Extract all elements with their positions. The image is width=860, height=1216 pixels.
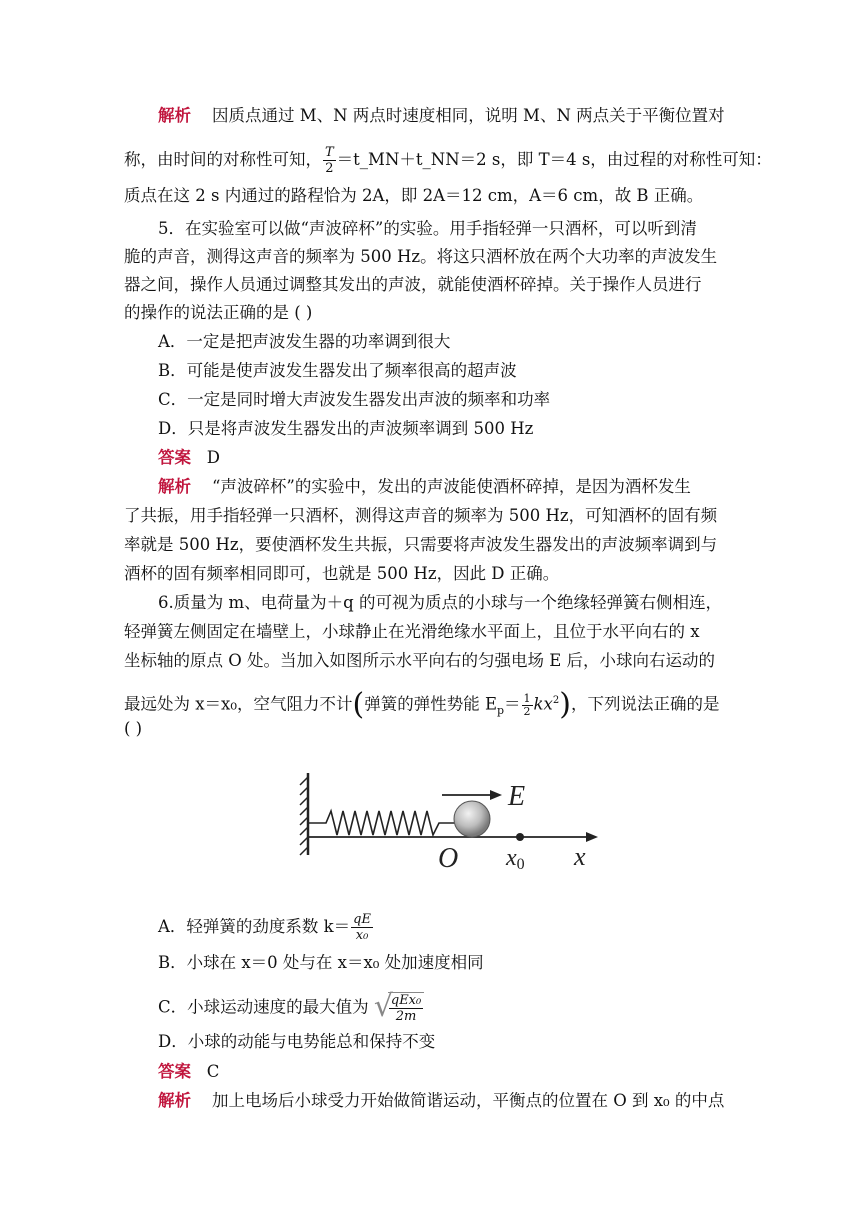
analysis-label: 解析 bbox=[158, 1091, 191, 1110]
q6-text-4a: 最远处为 x＝x₀，空气阻力不计 bbox=[124, 694, 353, 714]
q6-option-a[interactable] bbox=[158, 912, 374, 943]
analysis-label: 解析 bbox=[158, 106, 191, 125]
q6-opt-a-text: A．轻弹簧的劲度系数 k＝ bbox=[158, 917, 351, 936]
lead-line-3: 质点在这 2 s 内通过的路程恰为 2A，即 2A＝12 cm，A＝6 cm，故 B 正确。 bbox=[124, 186, 704, 205]
x-axis-arrow bbox=[586, 832, 598, 842]
answer-value: C bbox=[206, 1062, 220, 1081]
ep-sub: p bbox=[497, 703, 505, 717]
q6-line-5: ( ) bbox=[124, 719, 143, 738]
sqrt-expression bbox=[373, 989, 424, 1024]
lead-text-1: 因质点通过 M、N 两点时速度相同，说明 M、N 两点关于平衡位置对 bbox=[211, 106, 725, 125]
field-arrow-head bbox=[490, 790, 502, 800]
vmax-fraction bbox=[389, 993, 423, 1024]
frac-den: 2 bbox=[523, 704, 531, 718]
ball bbox=[454, 801, 490, 837]
kx-term: kx bbox=[533, 694, 553, 714]
q6-answer bbox=[158, 1061, 219, 1083]
q5-answer bbox=[158, 447, 220, 469]
q6-line-1: 6.质量为 m、电荷量为＋q 的可视为质点的小球与一个绝缘轻弹簧右侧相连， bbox=[158, 593, 722, 612]
eq-sign: ＝ bbox=[504, 694, 521, 714]
label-O: O bbox=[438, 843, 459, 874]
q5-analysis-4: 酒杯的固有频率相同即可，也就是 500 Hz，因此 D 正确。 bbox=[124, 564, 560, 583]
q5-line-2: 脆的声音，测得这声音的频率为 500 Hz。将这只酒杯放在两个大功率的声波发生 bbox=[124, 247, 718, 266]
radical-sign: √ bbox=[373, 989, 393, 1024]
q5-line-3: 器之间，操作人员通过调整其发出的声波，就能使酒杯碎掉。关于操作人员进行 bbox=[124, 275, 702, 294]
q5-line-1: 5．在实验室可以做“声波碎杯”的实验。用手指轻弹一只酒杯，可以听到清 bbox=[158, 219, 697, 238]
q6-line-4 bbox=[124, 687, 720, 722]
label-x: x bbox=[574, 842, 586, 871]
q6-option-c[interactable] bbox=[158, 989, 424, 1024]
spring bbox=[308, 811, 455, 835]
q6-analysis-text-1: 加上电场后小球受力开始做简谐运动，平衡点的位置在 O 到 x₀ 的中点 bbox=[211, 1091, 725, 1110]
q6-option-b[interactable]: B．小球在 x＝0 处与在 x＝x₀ 处加速度相同 bbox=[158, 953, 484, 972]
x0-point bbox=[516, 833, 524, 841]
frac-num: qE bbox=[353, 912, 371, 927]
answer-value: D bbox=[206, 448, 220, 467]
q5-option-a[interactable]: A．一定是把声波发生器的功率调到很大 bbox=[158, 332, 451, 351]
q5-option-c[interactable]: C．一定是同时增大声波发生器发出声波的频率和功率 bbox=[158, 390, 551, 409]
q5-analysis-2: 了共振，用手指轻弹一只酒杯，测得这声音的频率为 500 Hz，可知酒杯的固有频 bbox=[124, 506, 718, 525]
lead-line-1 bbox=[158, 105, 725, 127]
frac-num: 1 bbox=[523, 691, 531, 705]
q6-opt-c-text: C．小球运动速度的最大值为 bbox=[158, 997, 369, 1017]
x0-sub: 0 bbox=[516, 856, 525, 873]
q5-analysis-3: 率就是 500 Hz，要使酒杯发生共振，只需要将声波发生器发出的声波频率调到与 bbox=[124, 535, 718, 554]
wall bbox=[300, 773, 308, 855]
q5-analysis-text-1: “声波碎杯”的实验中，发出的声波能使酒杯碎掉，是因为酒杯发生 bbox=[211, 477, 691, 496]
q5-option-d[interactable]: D．只是将声波发生器发出的声波频率调到 500 Hz bbox=[158, 419, 534, 438]
label-x0 bbox=[505, 845, 525, 873]
spring-ball-figure bbox=[280, 755, 616, 895]
q6-line-2: 轻弹簧左侧固定在墙壁上，小球静止在光滑绝缘水平面上，且位于水平向右的 x bbox=[124, 622, 700, 641]
frac-num: qEx₀ bbox=[390, 993, 422, 1008]
answer-label: 答案 bbox=[158, 448, 191, 467]
q6-option-d[interactable]: D．小球的动能与电势能总和保持不变 bbox=[158, 1032, 436, 1051]
label-E: E bbox=[508, 781, 526, 812]
frac-den: x₀ bbox=[355, 928, 369, 943]
right-brace: ) bbox=[559, 687, 571, 722]
t-over-2-fraction bbox=[323, 145, 336, 176]
q5-option-b[interactable]: B．可能是使声波发生器发出了频率很高的超声波 bbox=[158, 361, 517, 380]
square-sup: 2 bbox=[552, 695, 560, 706]
q6-text-4c: ，下列说法正确的是 bbox=[570, 694, 720, 714]
lead-text-2b: ＝t_MN＋t_NN＝2 s，即 T＝4 s，由过程的对称性可知： bbox=[336, 150, 772, 169]
x0-letter: x bbox=[506, 845, 517, 871]
q6-line-3: 坐标轴的原点 O 处。当加入如图所示水平向右的匀强电场 E 后，小球向右运动的 bbox=[124, 651, 716, 670]
q5-line-4: 的操作的说法正确的是 ( ) bbox=[124, 303, 313, 322]
lead-line-2 bbox=[124, 145, 772, 176]
q6-analysis-1 bbox=[158, 1090, 724, 1112]
q5-analysis-1 bbox=[158, 476, 691, 498]
frac-num: T bbox=[325, 145, 334, 160]
q6-text-4b: 弹簧的弹性势能 E bbox=[364, 694, 497, 714]
one-half-fraction bbox=[522, 693, 533, 718]
analysis-label: 解析 bbox=[158, 477, 191, 496]
k-fraction bbox=[351, 912, 373, 943]
frac-den: 2 bbox=[325, 161, 334, 176]
answer-label: 答案 bbox=[158, 1062, 191, 1081]
left-brace: ( bbox=[352, 687, 365, 722]
lead-text-2a: 称，由时间的对称性可知， bbox=[124, 150, 322, 169]
frac-den: 2m bbox=[395, 1009, 417, 1024]
